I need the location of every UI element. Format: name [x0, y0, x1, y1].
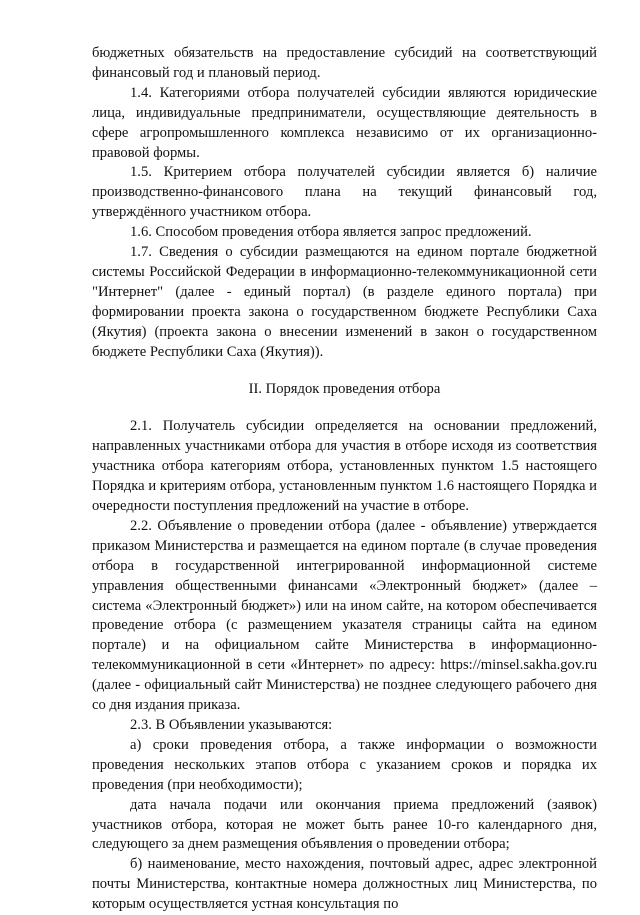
paragraph-1-4: 1.4. Категориями отбора получателей субсидии являются юридические лица, индивидуальные предприниматели, осуществляющие деятельность в сфере агропромышленного комплекса независимо от их организационно-правовой формы. [92, 84, 597, 161]
paragraph-1-7: 1.7. Сведения о субсидии размещаются на едином портале бюджетной системы Российской Федерации в информационно-телекоммуникационной сети "Интернет" (далее - единый портал) (в разделе единого портала) при формировании проекта закона о государственном бюджете Республики Саха (Якутия) (проекта закона о внесении изменений в закон о государственном бюджете Республики Саха (Якутия)). [92, 244, 597, 360]
paragraph-2-3-a: а) сроки проведения отбора, а также информации о возможности проведения нескольких этапов отбора с указанием сроков и порядка их проведения (при необходимости); [92, 736, 597, 793]
section-heading: II. Порядок проведения отбора [248, 380, 441, 397]
paragraph-2-3-date: дата начала подачи или окончания приема предложений (заявок) участников отбора, которая не может быть ранее 10-го календарного дня, следующего за днем размещения объявления о проведении отбора; [92, 796, 597, 853]
paragraph-continuation: бюджетных обязательств на предоставление субсидий на соответствующий финансовый год и плановый период. [92, 45, 597, 81]
paragraph-2-2: 2.2. Объявление о проведении отбора (далее - объявление) утверждается приказом Министерства и размещается на едином портале (в случае проведения отбора в государственной интегрированной информационной системе управления общественными финансами «Электронный бюджет» (далее – система «Электронный бюджет») или на ином сайте, на котором обеспечивается проведение отбора (с размещением указателя страницы сайта на едином портале) и на официальном сайте Министерства в информационно- телекоммуникационной в сети «Интернет» по адресу: https://minsel.sakha.gov.ru (далее - официальный сайт Министерства) не позднее следующего рабочего дня со дня издания приказа. [92, 517, 597, 714]
paragraph-1-5: 1.5. Критерием отбора получателей субсидии является б) наличие производственно-финансового плана на текущий финансовый год, утверждённого участником отбора. [92, 164, 597, 221]
paragraph-1-6: 1.6. Способом проведения отбора является запрос предложений. [130, 224, 532, 241]
document-page [92, 44, 597, 915]
paragraph-2-1: 2.1. Получатель субсидии определяется на основании предложений, направленных участниками отбора для участия в отборе исходя из соответствия участника отбора категориям отбора, установленных пунктом 1.5 настоящего Порядка и критериям отбора, установленным пунктом 1.6 настоящего Порядка и очередности поступления предложений на участие в отборе. [92, 418, 597, 515]
paragraph-2-3: 2.3. В Объявлении указываются: [130, 717, 333, 733]
paragraph-2-3-b: б) наименование, место нахождения, почтовый адрес, адрес электронной почты Министерства, контактные номера должностных лиц Министерства, по которым осуществляется устная консультация по [92, 856, 597, 913]
